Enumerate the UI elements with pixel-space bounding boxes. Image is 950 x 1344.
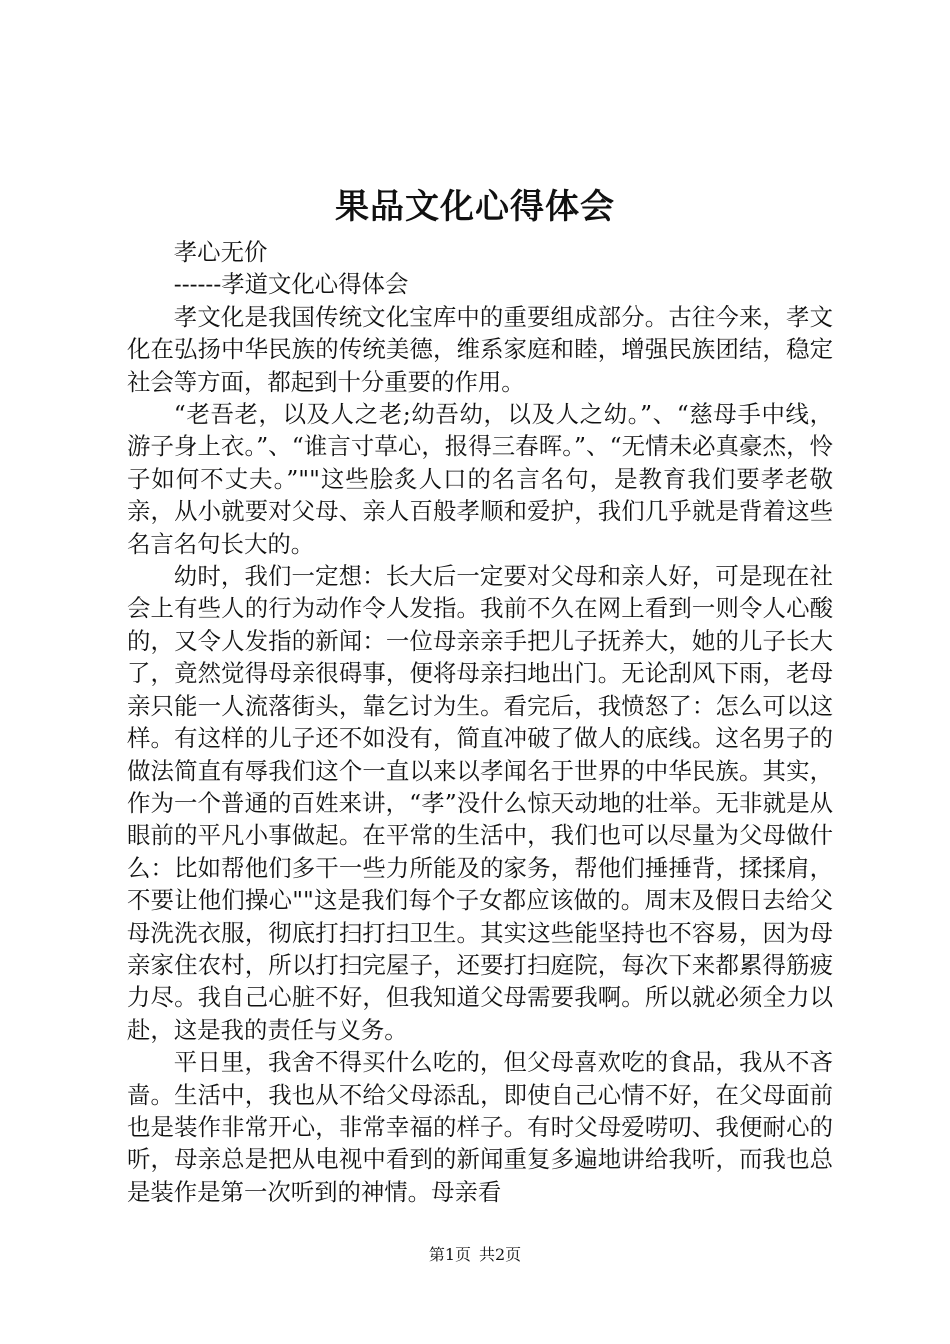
paragraph-4: 平日里，我舍不得买什么吃的，但父母喜欢吃的食品，我从不吝啬。生活中，我也从不给父母添乱，即使自己心情不好，在父母面前也是装作非常开心，非常幸福的样子。有时父母爱唠叨、我便耐心的听，母亲总是把从电视中看到的新闻重复多遍地讲给我听，而我也总是装作是第一次听到的神情。母亲看 bbox=[127, 1048, 833, 1206]
paragraph-3: 幼时，我们一定想：长大后一定要对父母和亲人好，可是现在社会上有些人的行为动作令人发指。我前不久在网上看到一则令人心酸的，又令人发指的新闻：一位母亲亲手把儿子抚养大，她的儿子长大了，竟然觉得母亲很碍事，便将母亲扫地出门。无论刮风下雨，老母亲只能一人流落街头，靠乞讨为生。看完后，我愤怒了：怎么可以这样。有这样的儿子还不如没有，简直冲破了做人的底线。这名男子的做法简直有辱我们这个一直以来以孝闻名于世界的中华民族。其实，作为一个普通的百姓来讲，“孝”没什么惊天动地的壮举。无非就是从眼前的平凡小事做起。在平常的生活中，我们也可以尽量为父母做什么：比如帮他们多干一些力所能及的家务，帮他们捶捶背，揉揉肩，不要让他们操心""这是我们每个子女都应该做的。周末及假日去给父母洗洗衣服，彻底打扫打扫卫生。其实这些能坚持也不容易，因为母亲家住农村，所以打扫完屋子，还要打扫庭院，每次下来都累得筋疲力尽。我自己心脏不好，但我知道父母需要我啊。所以就必须全力以赴，这是我的责任与义务。 bbox=[127, 562, 833, 1044]
paragraph-2: “老吾老，以及人之老;幼吾幼，以及人之幼。”、“慈母手中线，游子身上衣。”、“谁言寸草心，报得三春晖。”、“无情未必真豪杰，怜子如何不丈夫。”""这些脍炙人口的名言名句，是教育我们要孝老敬亲，从小就要对父母、亲人百般孝顺和爱护，我们几乎就是背着这些名言名句长大的。 bbox=[127, 400, 833, 558]
document-body bbox=[127, 236, 833, 1208]
paragraph-1: 孝文化是我国传统文化宝库中的重要组成部分。古往今来，孝文化在弘扬中华民族的传统美德，维系家庭和睦，增强民族团结，稳定社会等方面，都起到十分重要的作用。 bbox=[127, 302, 833, 396]
page-footer bbox=[0, 1244, 950, 1266]
document-title: 果品文化心得体会 bbox=[335, 187, 615, 227]
page-number: 第1页 bbox=[428, 1245, 471, 1264]
page-total: 共2页 bbox=[479, 1245, 522, 1264]
subtitle-line-2: ------孝道文化心得体会 bbox=[173, 270, 409, 299]
subtitle-line-1: 孝心无价 bbox=[173, 238, 268, 266]
